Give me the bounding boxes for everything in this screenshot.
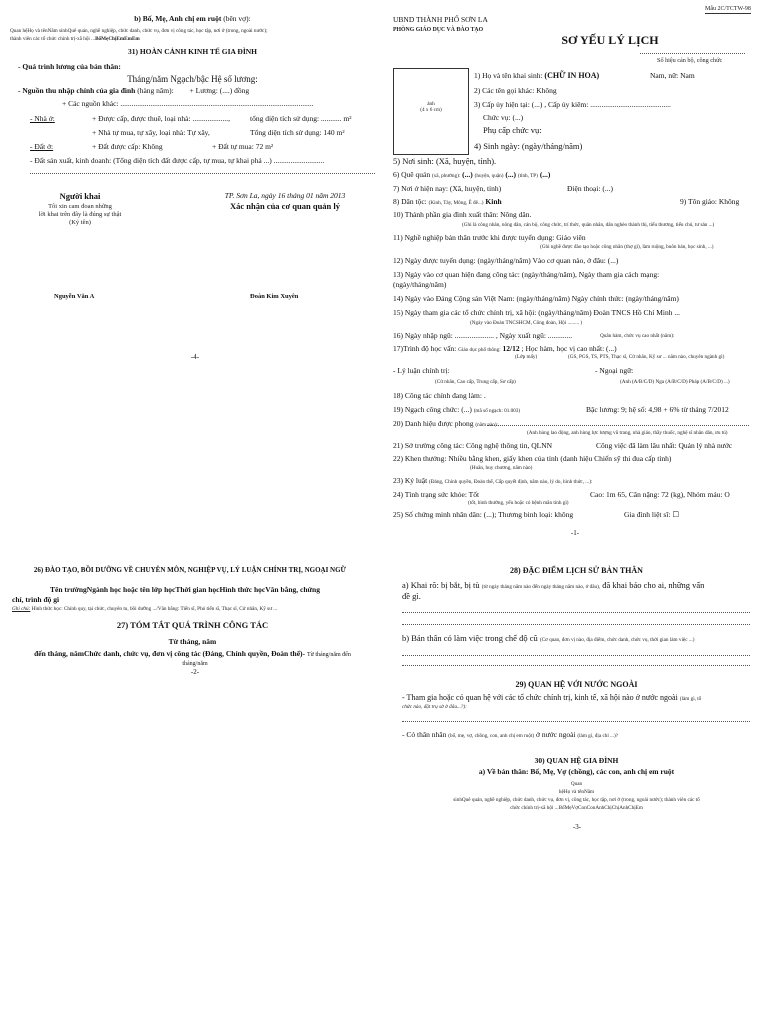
form-code: Mẫu 2C/TCTW-98 [705,6,751,14]
history-b [402,633,694,644]
field-6-sub-1: (xã, phường): [431,173,461,179]
field-6-label: 6) Quê quán [393,170,431,179]
field-22: 22) Khen thưởng: Nhiều bằng khen, giấy khen của tỉnh (danh hiệu Chiến sỹ thi đua cấp tỉnh) [393,454,672,463]
land-label: - Đất ở: [30,142,54,151]
section-30-sub: a) Về bản thân: Bố, Mẹ, Vợ (chồng), các con, anh chị em ruột [478,767,675,776]
section-26-title: 26) ĐÀO TẠO, BỒI DƯỠNG VỀ CHUYÊN MÔN, NGHIỆP VỤ, LÝ LUẬN CHÍNH TRỊ, NGOẠI NGỮ [33,566,347,574]
relatives-line2 [10,36,140,42]
field-23 [393,476,592,485]
history-a-dots-1 [402,612,750,613]
history-b-dots-2 [402,665,750,666]
field-19-label: 19) Ngạch công chức: (...) [393,405,472,414]
field-11-sub: (Ghi nghề được đào tạo hoặc công nhân (thợ gì), làm ruộng, buôn bán, học sinh, ...) [540,244,714,250]
field-24-body: Cao: 1m 65, Cân nặng: 72 (kg), Nhóm máu: O [590,490,730,499]
field-15: 15) Ngày tham gia các tổ chức chính trị, xã hội: (ngày/tháng/năm) Đoàn TNCS Hồ Chí Minh ... [393,308,680,317]
field-6-val-3: (...) [539,170,551,179]
field-17 [393,344,617,353]
field-17-sub-2: (Lớp mấy) [515,354,538,360]
note-label: Ghi chú: [12,606,31,612]
field-politics-sub: (Cử nhân, Cao cấp, Trung cấp, Sơ cấp) [435,379,516,385]
page-number-2: -2- [190,668,200,676]
work-col-2-sub: Từ tháng/năm đến [306,652,351,658]
field-20-label: 20) Danh hiệu được phong [393,419,474,428]
field-language: - Ngoại ngữ: [595,366,634,375]
field-politics: - Lý luận chính trị: [393,366,450,375]
foreign-dots [402,721,750,722]
field-1-sex: Nam, nữ: Nam [650,71,695,80]
history-a-sub: (từ ngày tháng năm nào đến ngày tháng năm nào, ở đâu), [481,584,601,590]
field-10: 10) Thành phần gia đình xuất thân: Nông dân. [393,210,532,219]
field-14: 14) Ngày vào Đảng Cộng sản Việt Nam: (ngày/tháng/năm) Ngày chính thức: (ngày/tháng/năm) [393,294,679,303]
org-line-2: PHÒNG GIÁO DỤC VÀ ĐÀO TẠO [393,27,484,33]
history-a [402,580,704,591]
field-5: 5) Nơi sinh: (Xã, huyện, tỉnh). [393,156,497,166]
field-16: 16) Ngày nhập ngũ: ..................... , Ngày xuất ngũ: ............. [393,331,573,340]
field-6-val-2: (...) [505,170,516,179]
field-25: 25) Số chứng minh nhân dân: (...); Thương binh loại: không [393,510,574,519]
family-line-1: Quan [570,781,583,787]
signer-left: Nguyễn Văn A [54,293,95,300]
work-col-2 [0,649,385,660]
heading-b: b) Bố, Mẹ, Anh chị em ruột [134,14,222,23]
field-19-salary: Bậc lương: 9; hệ số: 4,98 + 6% từ tháng 7/2012 [586,405,729,414]
field-21-longest: Công việc đã làm lâu nhất: Quản lý nhà nước [596,441,733,450]
date-place: TP. Sơn La, ngày 16 tháng 01 năm 2013 [224,191,346,200]
declarant-title: Người khai [59,191,101,201]
field-15-sub: (Ngày vào Đoàn TNCSHCM, Công đoàn, Hội ......... ) [470,320,583,326]
confirm-title: Xác nhận của cơ quan quản lý [229,201,341,211]
field-20-sub: (năm nào): [475,422,499,428]
family-line-4: chức chính trị-xã hội ...BốMẹVợConConAnhChịChịAnhChịEm [510,805,643,811]
family-line-3: sinhQuê quán, nghề nghiệp, chức danh, chức vụ, đơn vị, công tác, học tập, nơi ở (trong, ngoài nước); thành viên các tổ [453,797,700,803]
land-granted: + Đất được cấp: Không [92,142,163,151]
land-bought: + Đất tự mua: 72 m² [212,142,274,151]
field-24: 24) Tình trạng sức khỏe: Tốt [393,490,480,499]
foreign-2-sub: (bố, mẹ, vợ, chồng, con, anh chị em ruột) [448,733,535,739]
field-4-text: 4) Sinh ngày: (ngày/tháng/năm) [474,141,583,151]
foreign-1-text: - Tham gia hoặc có quan hệ với các tổ chức chính trị, kinh tế, xã hội nào ở nước ngoài [402,693,678,702]
history-b-text: b) Bản thân có làm việc trong chế độ cũ [402,633,538,643]
history-b-sub: (Cơ quan, đơn vị nào, địa điểm, chức danh, chức vụ, thời gian làm việc ...) [539,637,695,643]
field-7-phone: Điện thoại: (...) [567,184,614,193]
work-col-1: Từ tháng, năm [168,637,217,646]
field-3-position: Chức vụ: (...) [483,113,524,122]
heading-b-note: (bên vợ): [223,14,251,23]
field-2: 2) Các tên gọi khác: Không [474,86,557,95]
field-6 [393,170,550,179]
foreign-2 [402,730,618,739]
salary-label: - Quá trình lương của bản thân: [18,62,121,71]
history-a-dots-2 [402,624,750,625]
foreign-2-sub-2: (làm gì, địa chỉ ...)? [577,733,618,739]
signer-right: Đoàn Kim Xuyên [250,293,299,300]
field-7: 7) Nơi ở hiện nay: (Xã, huyện, tỉnh) [393,184,502,193]
org-line-1: UBND THÀNH PHỐ SƠN LA [393,15,488,24]
foreign-1 [402,693,701,703]
training-columns-1: Tên trườngNgành học hoặc tên lớp họcThời gian họcHình thức họcVăn bằng, chứng [50,585,320,594]
section-30-title: 30) QUAN HỆ GIA ĐÌNH [534,756,619,765]
work-col-3: tháng/năm [182,661,208,667]
section-29-title: 29) QUAN HỆ VỚI NƯỚC NGOÀI [515,680,638,689]
field-22-sub: (Huân, huy chương, năm nào) [470,465,533,471]
field-13-b: (ngày/tháng/năm) [393,280,447,289]
code-dots [640,53,745,54]
house-own: + Nhà tự mua, tự xây, loại nhà: Tự xây, [92,128,210,137]
training-columns-2: chỉ, trình độ gì [12,595,60,604]
field-20-dots [487,425,749,426]
field-23-sub: (Đảng, Chính quyền, Đoàn thể, Cấp quyết định, năm nào, lý do, hình thức, ...): [429,479,593,485]
salary-columns: Tháng/năm Ngạch/bậc Hệ số lương: [127,74,258,84]
relatives-line2-text: thành viên các tổ chức chính trị-xã hội ... [10,36,96,42]
history-a-end: đề gì. [402,591,421,601]
income-note: (hàng năm): [137,86,174,95]
field-23-label: 23) Kỷ luật [393,476,428,485]
house-label: - Nhà ở: [30,114,55,123]
house-rented: + Được cấp, được thuê, loại nhà: ..................., [92,114,230,123]
history-b-dots-1 [402,655,750,656]
field-20-sub-2: (Anh hùng lao động, anh hùng lực lượng vũ trang, nhà giáo, thầy thuốc, nghệ sĩ nhân dân, ưu tú) [527,430,728,436]
field-12: 12) Ngày được tuyển dụng: (ngày/tháng/năm) Vào cơ quan nào, ở đâu: (...) [393,256,619,265]
field-3: 3) Cấp ủy hiện tại: (...) , Cấp ủy kiêm: ........................................... [474,100,671,109]
income-label: - Nguồn thu nhập chính của gia đình [18,86,136,95]
house-rented-area: tổng diện tích sử dụng: ........... m² [250,114,352,123]
field-17-value: 12/12 [502,344,520,353]
relatives-values: BốMẹChịEmEmEm [95,36,140,42]
training-note [12,606,277,612]
field-19-sub: (mã số ngạch: 01.003) [473,408,521,414]
field-3-allowance: Phụ cấp chức vụ: [483,125,542,135]
note-text: Hình thức học: Chính quy, tại chức, chuyên tu, bồi dưỡng .../Văn bằng: Tiến sĩ, Phó tiến sĩ, Thạc sĩ, Cử nhân, Kỹ sư ... [31,606,278,612]
foreign-2-text: - Có thân nhân [402,730,447,739]
photo-label: ảnh [427,101,435,107]
photo-box [393,68,469,155]
work-col-2-text: đến tháng, nămChức danh, chức vụ, đơn vị công tác (Đảng, Chính quyền, Đoàn thể)- [34,649,306,658]
foreign-1-sub: (làm gì, tổ [679,696,702,702]
field-17-degree: ; Học hàm, học vị cao nhất: (...) [521,344,617,353]
field-1-value: (CHỮ IN HOA) [544,71,600,80]
dotted-line [30,173,375,174]
relatives-line1: Quan hệHọ và tênNăm sinhQuê quán, nghề nghiệp, chức danh, chức vụ, đơn vị công tác, học tập, nơi ở (trong, ngoài nước); [10,28,268,34]
business-land: - Đất sản xuất, kinh doanh: (Tổng diện tích đất được cấp, tự mua, tự khai phá ...) ........................... [30,156,325,165]
section-b-heading [0,14,385,23]
other-income: + Các nguồn khác: ....................................................................................................... [62,99,314,108]
foreign-1-sub-2: chức nào, đặt trụ sở ở đâu...?): [402,704,467,710]
field-19 [393,405,520,414]
document-title: SƠ YẾU LÝ LỊCH [561,33,659,47]
field-6-sub-3: (tỉnh, TP) [517,173,538,179]
field-8 [393,197,502,206]
field-language-sub: (Anh (A/B/C/D) Nga (A/B/C/D) Pháp (A/B/C/D) ...) [620,379,730,385]
field-17-sub-3: (GS, PGS, TS, PTS, Thạc sĩ, Cử nhân, Kỹ sư ... năm nào, chuyên ngành gì) [568,354,725,360]
declarant-text-2: lời khai trên đây là đúng sự thật [38,211,122,218]
field-18: 18) Công tác chính đang làm: . [393,391,486,400]
field-6-sub-2: (huyện, quận) [474,173,504,179]
family-line-2: hệHọ và tênNăm [558,789,595,795]
income-row [18,86,249,95]
field-25-martyr: Gia đình liệt sĩ: ☐ [624,510,680,519]
income-salary: + Lương: (....) đồng [189,86,250,95]
field-8-sub: (Kinh, Tày, Mông, Ê đê...) [428,200,484,206]
field-20 [393,419,498,428]
field-4 [474,141,582,152]
section-28-title: 28) ĐẶC ĐIỂM LỊCH SỬ BẢN THÂN [510,566,643,575]
foreign-2-tail: ở nước ngoài [536,730,576,739]
field-21: 21) Sở trường công tác: Công nghệ thông tin, QLNN [393,441,553,450]
field-11: 11) Nghề nghiệp bản thân trước khi được tuyển dụng: Giáo viên [393,233,586,242]
house-own-area: Tổng diện tích sử dụng: 140 m² [250,128,345,137]
field-17-label: 17)Trình độ học vấn: [393,344,457,353]
field-16-sub: Quân hàm, chức vụ cao nhất (năm): [600,333,675,339]
code-note: Số hiệu cán bộ, công chức [657,57,723,64]
history-a-tail: đã khai báo cho ai, những vấn [602,580,705,590]
field-24-sub: (tốt, bình thường, yếu hoặc có bệnh mãn tính gì) [468,500,569,506]
field-9: 9) Tôn giáo: Không [680,197,740,206]
page-number-1: -1- [570,529,580,537]
section-31-title: 31) HOÀN CẢNH KINH TẾ GIA ĐÌNH [127,47,258,56]
photo-size: (4 x 6 cm) [420,107,442,114]
section-27-title: 27) TÓM TẮT QUÁ TRÌNH CÔNG TÁC [116,620,269,630]
declarant-text-3: (Ký tên) [69,219,91,226]
field-13: 13) Ngày vào cơ quan hiện đang công tác: (ngày/tháng/năm), Ngày tham gia cách mạng: [393,270,660,279]
field-17-sub: Giáo dục phổ thông: [458,347,501,353]
field-10-sub: (Ghi là công nhân, nông dân, cán bộ, công chức, trí thức, quân nhân, dân nghèo thành thị, tiểu thương, tiểu chủ, tư sản ...) [462,222,715,228]
declarant-text-1: Tôi xin cam đoan những [48,203,112,210]
page-number-3: -3- [572,823,582,831]
field-8-label: 8) Dân tộc: [393,197,427,206]
field-6-val-1: (...) [462,170,473,179]
history-a-text: a) Khai rõ: bị bắt, bị tù [402,580,480,590]
field-1 [474,71,599,81]
field-8-value: Kinh [485,197,502,206]
field-1-label: 1) Họ và tên khai sinh: [474,71,543,80]
page-number-4: -4- [190,353,200,361]
